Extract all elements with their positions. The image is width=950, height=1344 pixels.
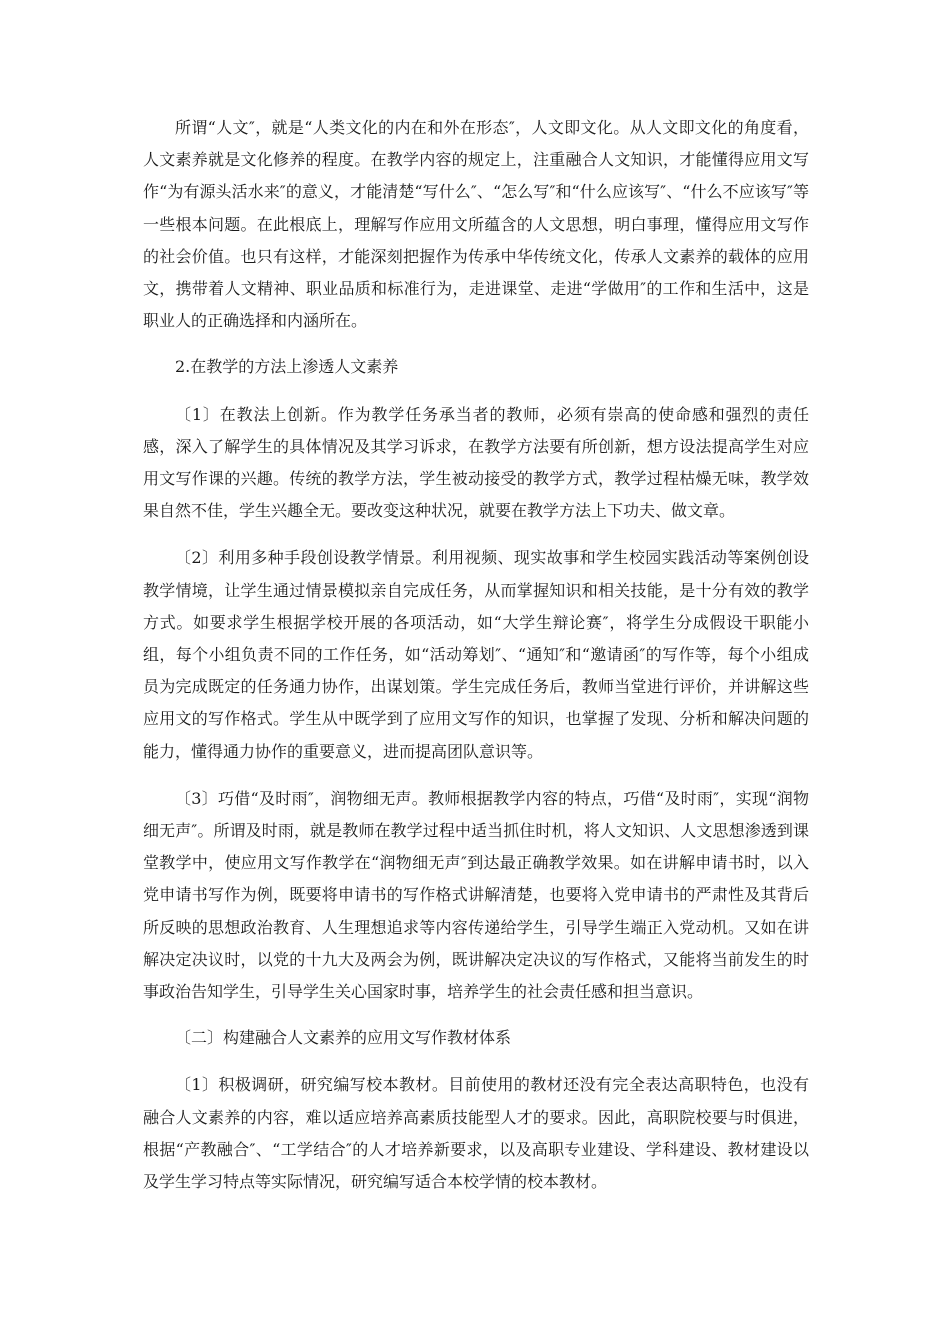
document-page — [143, 112, 809, 1198]
paragraph-timely-rain: 〔3〕巧借“及时雨″，润物细无声。教师根据教学内容的特点，巧借“及时雨″，实现“润物细无声″。所谓及时雨，就是教师在教学过程中适当抓住时机，将人文知识、人文思想渗透到课堂教学中，使应用文写作教学在“润物细无声″到达最正确教学效果。如在讲解申请书时，以入党申请书写作为例，既要将申请书的写作格式讲解清楚，也要将入党申请书的严肃性及其背后所反映的思想政治教育、人生理想追求等内容传递给学生，引导学生端正入党动机。又如在讲解决定决议时，以党的十九大及两会为例，既讲解决定决议的写作格式，又能将当前发生的时事政治告知学生，引导学生关心国家时事，培养学生的社会责任感和担当意识。 — [143, 788, 809, 1002]
section-heading-teaching-methods: 2.在教学的方法上渗透人文素养 — [175, 357, 399, 377]
section-heading-textbook-system: 〔二〕构建融合人文素养的应用文写作教材体系 — [175, 1028, 512, 1048]
paragraph-teaching-scenarios: 〔2〕利用多种手段创设教学情景。利用视频、现实故事和学生校园实践活动等案例创设教学情境，让学生通过情景模拟亲自完成任务，从而掌握知识和相关技能，是十分有效的教学方式。如要求学生根据学校开展的各项活动，如“大学生辩论赛″，将学生分成假设干职能小组，每个小组负责不同的工作任务，如“活动筹划″、“通知″和“邀请函″的写作等，每个小组成员为完成既定的任务通力协作，出谋划策。学生完成任务后，教师当堂进行评价，并讲解这些应用文的写作格式。学生从中既学到了应用文写作的知识，也掌握了发现、分析和解决问题的能力，懂得通力协作的重要意义，进而提高团队意识等。 — [143, 548, 809, 761]
paragraph-method-innovation: 〔1〕在教法上创新。作为教学任务承当者的教师，必须有崇高的使命感和强烈的责任感，深入了解学生的具体情况及其学习诉求，在教学方法要有所创新，想方设法提高学生对应用文写作课的兴趣。传统的教学方法，学生被动接受的教学方式，教学过程枯燥无味，教学效果自然不佳，学生兴趣全无。要改变这种状况，就要在教学方法上下功夫、做文章。 — [143, 404, 809, 521]
paragraph-school-textbook: 〔1〕积极调研，研究编写校本教材。目前使用的教材还没有完全表达高职特色，也没有融合人文素养的内容，难以适应培养高素质技能型人才的要求。因此，高职院校要与时俱进，根据“产教融合″、“工学结合″的人才培养新要求，以及高职专业建设、学科建设、教材建设以及学生学习特点等实际情况，研究编写适合本校学情的校本教材。 — [143, 1075, 809, 1192]
paragraph-humanities-definition: 所谓“人文″，就是“人类文化的内在和外在形态″，人文即文化。从人文即文化的角度看，人文素养就是文化修养的程度。在教学内容的规定上，注重融合人文知识，才能懂得应用文写作“为有源头活水来″的意义，才能清楚“写什么″、“怎么写″和“什么应该写″、“什么不应该写″等一些根本问题。在此根底上，理解写作应用文所蕴含的人文思想，明白事理，懂得应用文写作的社会价值。也只有这样，才能深刻把握作为传承中华传统文化，传承人文素养的载体的应用文，携带着人文精神、职业品质和标准行为，走进课堂、走进“学做用″的工作和生活中，这是职业人的正确选择和内涵所在。 — [143, 118, 809, 331]
